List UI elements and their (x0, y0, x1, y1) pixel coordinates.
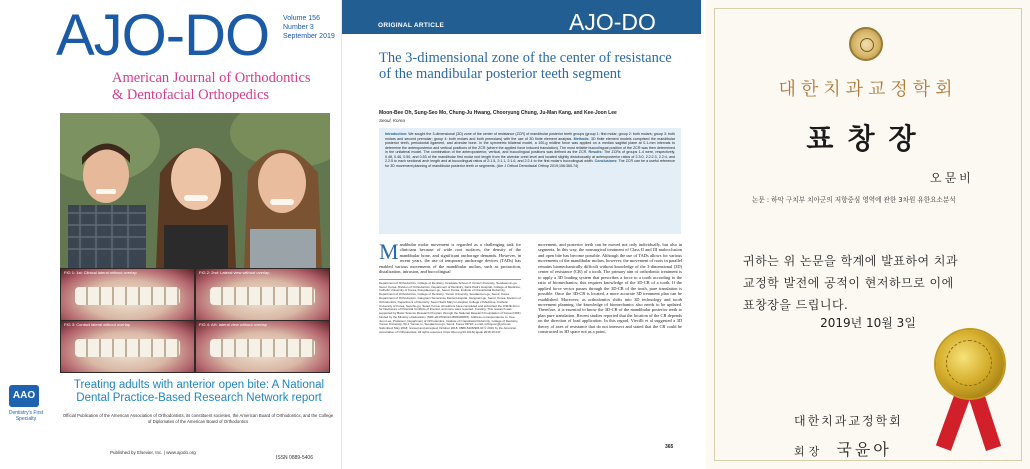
article-body-column-2 (538, 242, 682, 452)
article-title: The 3-dimensional zone of the center of resistance of the mandibular posterior teeth segment (379, 50, 672, 82)
article-header-logo: AJO-DO (569, 9, 656, 35)
cover-journal-name (112, 70, 311, 104)
teeth-illustration (210, 339, 315, 357)
article-affiliation-city: Seoul, Korea (379, 118, 406, 123)
article-dropcap: M (379, 242, 399, 264)
article-page-number: 365 (665, 444, 674, 450)
clinical-photo-2 (196, 269, 329, 320)
cover-clinical-photo-grid (60, 268, 330, 373)
aao-logo: AAO (9, 385, 39, 407)
abstract-results-label: Results: (588, 150, 603, 155)
president-label: 회장 (794, 445, 824, 458)
certificate-citation (743, 250, 995, 316)
article-page (341, 0, 701, 469)
cover-headline: Treating adults with anterior open bite: A National Dental Practice-Based Research Network report (73, 379, 325, 404)
cover-photo-illustration (60, 113, 330, 268)
clinical-photo-1 (61, 269, 194, 320)
cover-issn: ISSN 0889-5406 (276, 455, 313, 461)
clinical-photo-3 (61, 321, 194, 372)
abstract-methods: 3D finite element models comprised the mandibular posterior teeth, periodontal ligament, and alveolar bone. In the symmetric bilateral model, a 100-g midline force was applied on a median sagittal plane at 0.1-mm intervals to determine the anteroposterior and vertical positions of the ZCR (where the applied force induced translation). The most reliable buccolingual position of the ZCR was then determined in the unilateral model. The combination of the anteroposterior, vertical, and buccolingual positions was defined as the ZCR. (385, 136, 676, 155)
gold-seal-icon (936, 330, 1004, 398)
article-body-paragraph-2: movement, and posterior teeth can be moved not only individually, but also in segments. In this way, the nonsurgical treatment of Class II and III malocclusion and open bite has become possible. Although the use of TADs allows for various movements of the mandibular molars, however, the movement of roots in parallel remains biomechanically difficult without knowledge of the 3-dimensional (3D) center of resistance (CR) of a tooth. The primary aim of orthodontic treatment is to apply a 3D loading system that prescribes a force to a tooth according to the ratio of biomechanics; this requires knowledge of the 3D-CR of a tooth. If the applied force vector passes through the 3D-CR of the tooth, pure translation is possible. Once the 3D-CR is located, a more accurate 3D treatment plan can be established. Moreover, as orthodontics shifts into 3D technology and tooth movement planning, the knowledge of biomechanics also needs to be updated. Therefore, it is essential to know the 3D-CR of the mandibular posterior teeth to plan pure translation. Recent studies reported that the location of the CR depends on the direction of load application. In this regard, Viecilli et al suggested a 3D theory of axes of resistance that do not intersect and stated that the CR could be constructed in 3D space not as a point, (538, 242, 682, 335)
article-kicker: ORIGINAL ARTICLE (378, 22, 445, 29)
clinical-photo-caption: FIG 3: Contact lateral without overlap (64, 322, 131, 327)
article-body-paragraph-1: andibular molar movement is regarded as a challenging task for clinicians because of wide root surfaces, the density of the mandibular bone, and significant anchorage demands. However, in recent years, the use of temporary anchorage devices (TADs) has enabled various movements of the mandibular molars, such as protraction, distalization, intrusion, and buccolingual (379, 242, 521, 275)
abstract-conclusions-label: Conclusions: (594, 159, 618, 164)
abstract-results: The ZCRs of groups 1-4 were, respectively, 0.48, 0.46, 0.50, and 0.53 of the mandibular first molar root length from the alveolar crest level and located slightly distobuccally at anteroposterior ratios of 2.3:0, 2.2:2.3, 2.2:4, and 2.2:5 to each sectional arch length and at buccolingual ratios of 2:1.5, 2:1.1, 2:1.6, and 2:2.4 to the first molar's buccolingual width. (385, 150, 676, 164)
certificate-issuer: 대한치과교정학회 (794, 414, 903, 428)
cover-journal-line2: & Dentofacial Orthopedics (112, 87, 270, 103)
cover-volume-info (283, 14, 335, 41)
cover-date: September 2019 (283, 33, 335, 40)
clinical-photo-caption: FIG 4: AH: lateral view without overlap (199, 322, 267, 327)
abstract-intro: We sought the 3-dimensional (3D) zone of the center of resistance (ZCR) of mandibular posterior teeth groups (group 1: first molar; group 2: both molars; group 3: both molars and second premolar; group 4: both molars and both premolars) with the use of 3D finite element analysis. (385, 132, 676, 141)
clinical-photo-caption: FIG 1: 1st: Clinical lateral without overlap (64, 270, 137, 275)
certificate-president (794, 437, 892, 460)
teeth-illustration (75, 339, 180, 357)
teeth-illustration (75, 287, 180, 305)
cover-official-publication: Official Publication of the American Association of Orthodontists, its constituent societies, the American Board of Orthodontics, and the College of Diplomates of the American Board of Orthodontics (62, 413, 334, 424)
article-authors: Moon-Bee Oh, Sung-Seo Mo, Chung-Ju Hwang, Chooryung Chung, Ju-Man Kang, and Kee-Joon Lee (379, 110, 617, 116)
society-emblem-icon (849, 27, 883, 61)
article-body-text-1 (379, 242, 521, 275)
cover-journal-line1: American Journal of Orthodontics (112, 70, 311, 86)
certificate-date: 2019년 10월 3일 (820, 316, 916, 330)
certificate-recipient: 오문비 (930, 171, 974, 185)
certificate-society-name: 대한치과교정학회 (778, 79, 958, 100)
president-name: 국윤아 (836, 440, 892, 459)
aao-tagline: Dentistry's First Specialty (8, 410, 44, 422)
teeth-illustration (210, 287, 315, 305)
cover-volume: Volume 156 (283, 15, 320, 22)
clinical-photo-caption: FIG 2: 2nd: Lateral view without overlap (199, 270, 270, 275)
cover-logo: AJO-DO (56, 3, 270, 68)
article-abstract (379, 128, 681, 234)
abstract-methods-label: Methods: (573, 136, 590, 141)
article-footnotes: Department of Orthodontics, College of Dentistry, Graduate School of Yonsei University, Seodaemun-gu, Seoul, Korea. Division of Orthodontics, Department of Dentistry, Saint Paul's Hospital, College of Medicine, Catholic University of Korea, Dongdaemun-gu, Seoul, Korea. Institute of Craniofacial Deformity, Department of Orthodontics, College of Dentistry, Yonsei University, Seodaemun-gu, Seoul, Korea. Department of Orthodontics, Gangnam Severance Dental Hospital, Gangnam-gu, Seoul, Korea. Division of Orthodontics, Department of Dentistry, Seoul Saint Mary's Hospital, College of Medicine, Catholic University of Korea, Seocho-gu, Seoul, Korea. All authors have completed and submitted the ICMJE Form for Disclosure of Potential Conflicts of Interest, and none were reported. Funding: This research was supported by Basic Science Research Program through the National Research Foundation of Korea (NRF) funded by the Ministry of Education (NRF-2017R1D1A1B03030815). Address correspondence to: Kee-Joon Lee, Professor, Department of Orthodontics, Institute of Craniofacial Deformity, College of Dentistry, Yonsei University, 50-1 Yonsei-ro, Seodaemun-gu, Seoul, Korea 03722; e-mail, orthojoon@yuhs.ac. Submitted, May 2018; revised and accepted, October 2018. 0889-5406/$36.00 © 2019 by the American Association of Orthodontists. All rights reserved. https://doi.org/10.1016/j.ajodo.2018.10.017 (379, 280, 521, 335)
abstract-intro-label: Introduction: (385, 132, 408, 136)
cover-number: Number 3 (283, 24, 314, 31)
cover-family-photo (60, 113, 330, 268)
journal-cover (0, 0, 340, 469)
certificate-award-title: 표창장 (806, 122, 930, 155)
citation-line-2: 교정학 발전에 공적이 현저하므로 이에 (743, 276, 954, 290)
certificate-thesis-title: 논문 : 하악 구치부 치아군의 저항중심 영역에 관한 3차원 유한요소분석 (752, 196, 956, 204)
cover-publisher: Published by Elsevier, Inc. | www.ajodo.org (110, 450, 196, 455)
clinical-photo-4 (196, 321, 329, 372)
article-body-column-1 (379, 242, 521, 457)
citation-line-1: 귀하는 위 논문을 학계에 발표하여 치과 (743, 254, 959, 268)
award-certificate (706, 0, 1030, 469)
citation-line-3: 표창장을 드립니다. (743, 298, 849, 312)
abstract-conclusions: The ZCR can be a useful reference for 3D movement planning of mandibular posterior teeth or segments. (Am J Orthod Dentofacial Orthop 2019;156:365-74) (385, 159, 676, 168)
